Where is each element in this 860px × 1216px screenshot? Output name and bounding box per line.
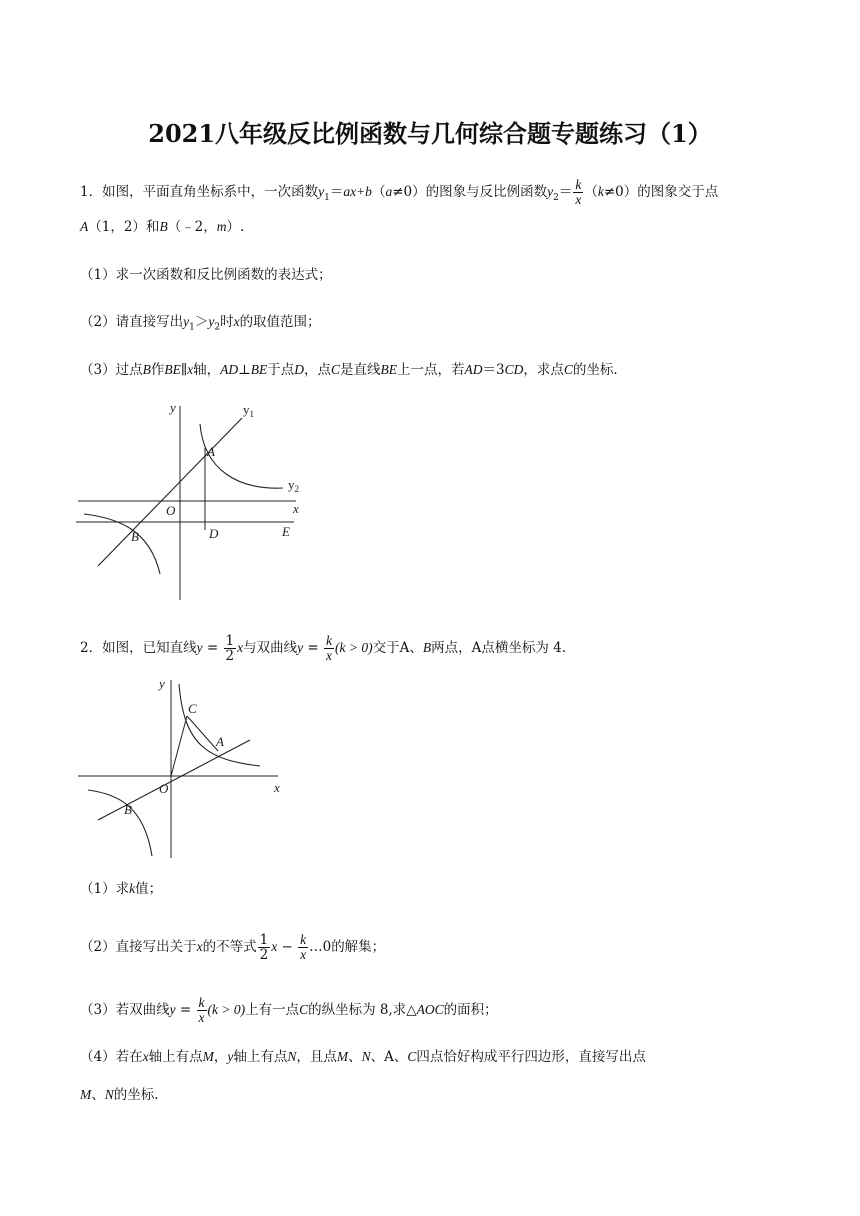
q1-subquestion-1: （1）求一次函数和反比例函数的表达式； bbox=[80, 267, 332, 283]
q2-subquestion-3: （3）若双曲线y = $\frac{k}{x}$ (k > 0)上有一点C的纵坐标为 8,求△AOC的面积； bbox=[80, 995, 498, 1026]
q2-figure bbox=[76, 674, 290, 860]
q1-subquestion-2: （2）请直接写出$y_1>y_2$时x的取值范围； bbox=[80, 314, 321, 333]
q1-figure bbox=[76, 396, 306, 602]
fraction-k-over-x: $\frac{k}{x}$ bbox=[575, 177, 582, 208]
x-axis-label: x bbox=[274, 780, 280, 795]
hyperbola-branch-3 bbox=[84, 514, 160, 574]
q1-stem-line-1: 1．如图，平面直角坐标系中，一次函数$y_1=ax+b(a\ne 0)$的图象与反比例函数$y_2=$ $\frac{k}{x}$ （k≠0）的图象交于点 bbox=[80, 177, 719, 208]
q2-stem: 2．如图，已知直线y = $\frac{1}{2}$ x与双曲线y = $\frac{k}{x}$ (k > 0)交于A、B两点，A点横坐标为 4. bbox=[80, 633, 567, 665]
hyperbola-branch-1 bbox=[179, 684, 260, 766]
q1-stem-line-2: A（1，2）和B（﹣2，m）. bbox=[80, 219, 245, 235]
origin-label: O bbox=[166, 503, 176, 518]
point-a-label: A bbox=[216, 734, 224, 749]
point-c-label: C bbox=[188, 701, 197, 716]
line-y1 bbox=[98, 418, 242, 566]
point-d-label: D bbox=[209, 526, 219, 541]
fraction-one-half: $\frac{1}{2}$ bbox=[259, 932, 269, 964]
q2-subquestion-4: （4）若在x轴上有点M，y轴上有点N，且点M、N、A、C四点恰好构成平行四边形，直接写出点 bbox=[80, 1049, 646, 1065]
q2-subquestion-4-line-2: M、N的坐标. bbox=[80, 1087, 159, 1103]
point-e-label: E bbox=[282, 524, 290, 539]
q2-subquestion-1: （1）求k值； bbox=[80, 881, 163, 897]
hyperbola-branch-3 bbox=[88, 790, 152, 856]
fraction-k-over-x: $\frac{k}{x}$ bbox=[326, 633, 332, 664]
fraction-one-half: $\frac{1}{2}$ bbox=[225, 633, 235, 665]
fraction-k-over-x: $\frac{k}{x}$ bbox=[198, 995, 205, 1026]
page-title: 2021八年级反比例函数与几何综合题专题练习（1） bbox=[148, 119, 712, 148]
y-axis-label: y bbox=[170, 400, 176, 415]
point-a-label: A bbox=[207, 444, 215, 459]
point-b-label: B bbox=[131, 529, 139, 544]
x-axis-label: x bbox=[293, 501, 299, 516]
fraction-k-over-x: $\frac{k}{x}$ bbox=[300, 932, 307, 963]
y1-label: $y_1$ bbox=[243, 402, 254, 419]
y2-label: $y_2$ bbox=[288, 477, 299, 494]
q2-subquestion-2: （2）直接写出关于x的不等式 $\frac{1}{2}$ x − $\frac{k}{x}$ …0的解集； bbox=[80, 932, 386, 964]
segment-oc bbox=[171, 716, 187, 776]
q1-subquestion-3: （3）过点B作BE∥x轴，AD⊥BE于点D，点C是直线BE上一点，若AD＝3CD，求点C的坐标． bbox=[80, 362, 627, 378]
y-axis-label: y bbox=[159, 676, 165, 691]
line-y-half-x bbox=[98, 740, 250, 820]
origin-label: O bbox=[159, 781, 169, 796]
point-b-label: B bbox=[124, 802, 132, 817]
